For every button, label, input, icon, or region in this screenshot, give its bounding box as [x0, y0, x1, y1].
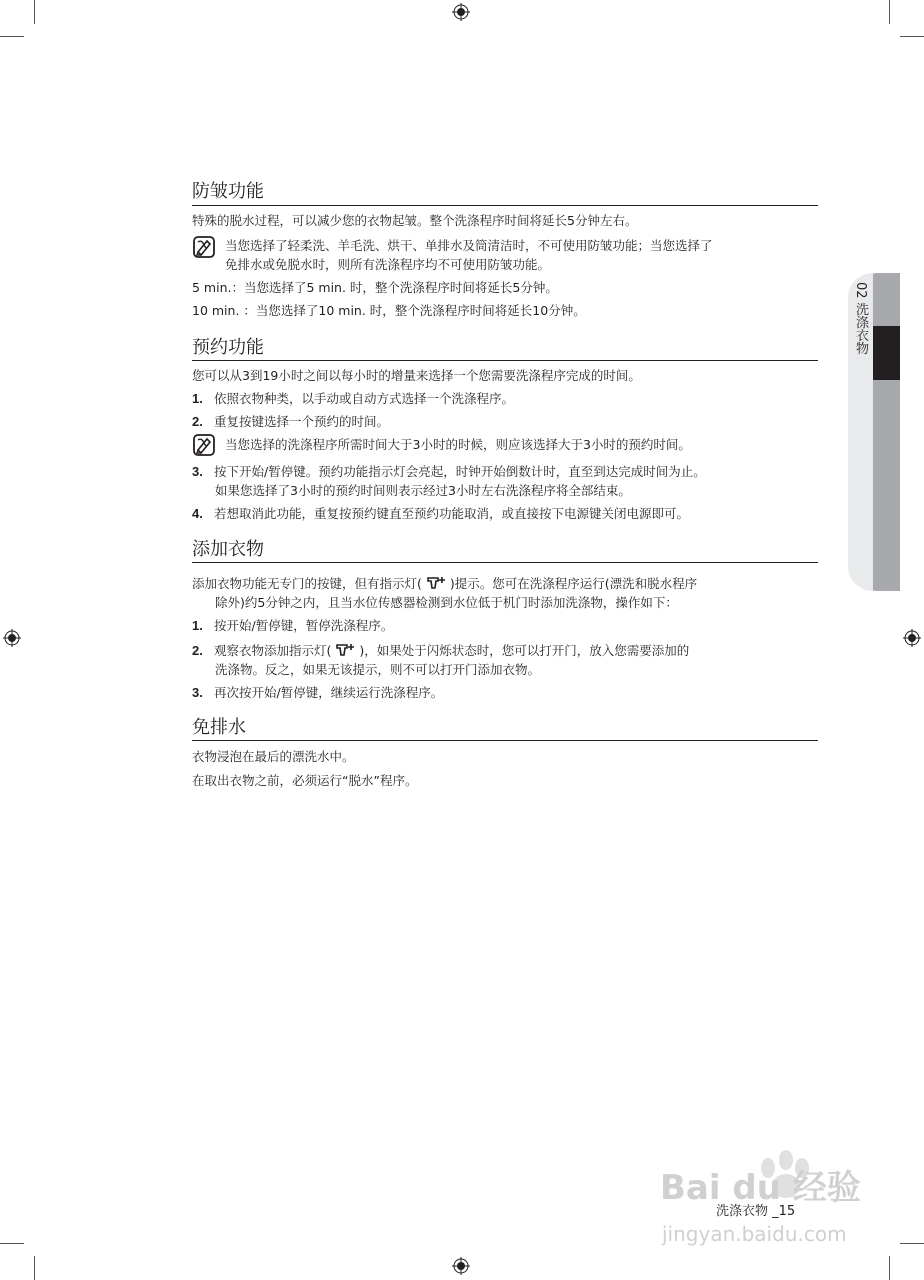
step-text: 按开始/暂停键，暂停洗涤程序。 [214, 618, 394, 633]
intro-text: )提示。您可在洗涤程序运行(漂洗和脱水程序 [449, 576, 698, 591]
section-title-add-laundry: 添加衣物 [192, 539, 264, 560]
step-text: 重复按键选择一个预约的时间。 [214, 414, 390, 429]
anti-wrinkle-note-line: 当您选择了轻柔洗、羊毛洗、烘干、单排水及筒清洁时，不可使用防皱功能；当您选择了 [225, 238, 713, 253]
watermark-url: jingyan.baidu.com [662, 1222, 847, 1246]
delay-step-2 [192, 413, 389, 431]
registration-mark-icon [452, 1257, 470, 1275]
no-drain-line: 在取出衣物之前，必须运行“脱水”程序。 [192, 773, 418, 788]
intro-text: 添加衣物功能无专门的按键，但有指示灯( [192, 576, 422, 591]
step-number: 1. [192, 391, 203, 406]
step-text: 若想取消此功能，重复按预约键直至预约功能取消，或直接按下电源键关闭电源即可。 [214, 506, 690, 521]
delay-intro: 您可以从3到19小时之间以每小时的增量来选择一个您需要洗涤程序完成的时间。 [192, 368, 641, 383]
registration-mark-icon [452, 3, 470, 21]
section-divider [192, 205, 818, 206]
crop-mark [34, 0, 35, 24]
step-text: 按下开始/暂停键。预约功能指示灯会亮起，时钟开始倒数计时，直至到达完成时间为止。 [214, 464, 706, 479]
step-text: 依照衣物种类，以手动或自动方式选择一个洗涤程序。 [214, 391, 515, 406]
add-laundry-indicator-icon [422, 575, 450, 591]
section-title-delay: 预约功能 [192, 337, 264, 358]
chapter-tab-label: 02 洗涤衣物 [853, 282, 868, 355]
add-laundry-step-1 [192, 617, 393, 635]
anti-wrinkle-5min: 5 min.：当您选择了5 min. 时，整个洗涤程序时间将延长5分钟。 [192, 280, 558, 295]
section-title-anti-wrinkle: 防皱功能 [192, 181, 264, 202]
registration-mark-icon [903, 629, 921, 647]
chapter-tab-marker [873, 326, 900, 380]
anti-wrinkle-note-line: 免排水或免脱水时，则所有洗涤程序均不可使用防皱功能。 [225, 257, 551, 272]
crop-mark [900, 1243, 924, 1244]
section-divider [192, 562, 818, 563]
delay-step-1 [192, 390, 514, 408]
add-laundry-intro [192, 575, 697, 593]
delay-step-4 [192, 505, 689, 523]
watermark-brand: Bai du 经验 [660, 1168, 861, 1208]
no-drain-line: 衣物浸泡在最后的漂洗水中。 [192, 749, 355, 764]
add-laundry-step-2-cont: 洗涤物。反之，如果无该提示，则不可以打开门添加衣物。 [215, 662, 541, 677]
step-text: )，如果处于闪烁状态时，您可以打开门，放入您需要添加的 [359, 643, 690, 658]
anti-wrinkle-intro: 特殊的脱水过程，可以减少您的衣物起皱。整个洗涤程序时间将延长5分钟左右。 [192, 213, 638, 228]
delay-step-3 [192, 463, 706, 481]
add-laundry-step-2 [192, 642, 689, 660]
add-laundry-indicator-icon [331, 642, 359, 658]
step-number: 2. [192, 414, 203, 429]
step-number: 3. [192, 685, 203, 700]
step-number: 4. [192, 506, 203, 521]
section-divider [192, 360, 818, 361]
section-title-no-drain: 免排水 [192, 717, 246, 738]
step-number: 2. [192, 643, 203, 658]
registration-mark-icon [3, 629, 21, 647]
anti-wrinkle-10min: 10 min. ：当您选择了10 min. 时，整个洗涤程序时间将延长10分钟。 [192, 303, 586, 318]
step-text: 观察衣物添加指示灯( [214, 643, 332, 658]
note-pencil-icon [193, 236, 215, 258]
step-text: 再次按开始/暂停键，继续运行洗涤程序。 [214, 685, 444, 700]
page-footer: 洗涤衣物 _15 [716, 1204, 796, 1219]
crop-mark [889, 1256, 890, 1280]
crop-mark [0, 1243, 24, 1244]
add-laundry-step-3 [192, 684, 443, 702]
delay-step-3-cont: 如果您选择了3小时的预约时间则表示经过3小时左右洗涤程序将全部结束。 [215, 483, 631, 498]
delay-note: 当您选择的洗涤程序所需时间大于3小时的时候，则应该选择大于3小时的预约时间。 [225, 437, 691, 452]
add-laundry-intro-cont: 除外)约5分钟之内，且当水位传感器检测到水位低于机门时添加洗涤物，操作如下： [215, 595, 678, 610]
section-divider [192, 740, 818, 741]
step-number: 1. [192, 618, 203, 633]
crop-mark [889, 0, 890, 24]
crop-mark [0, 36, 24, 37]
note-pencil-icon [193, 434, 215, 456]
step-number: 3. [192, 464, 203, 479]
crop-mark [900, 36, 924, 37]
crop-mark [34, 1256, 35, 1280]
